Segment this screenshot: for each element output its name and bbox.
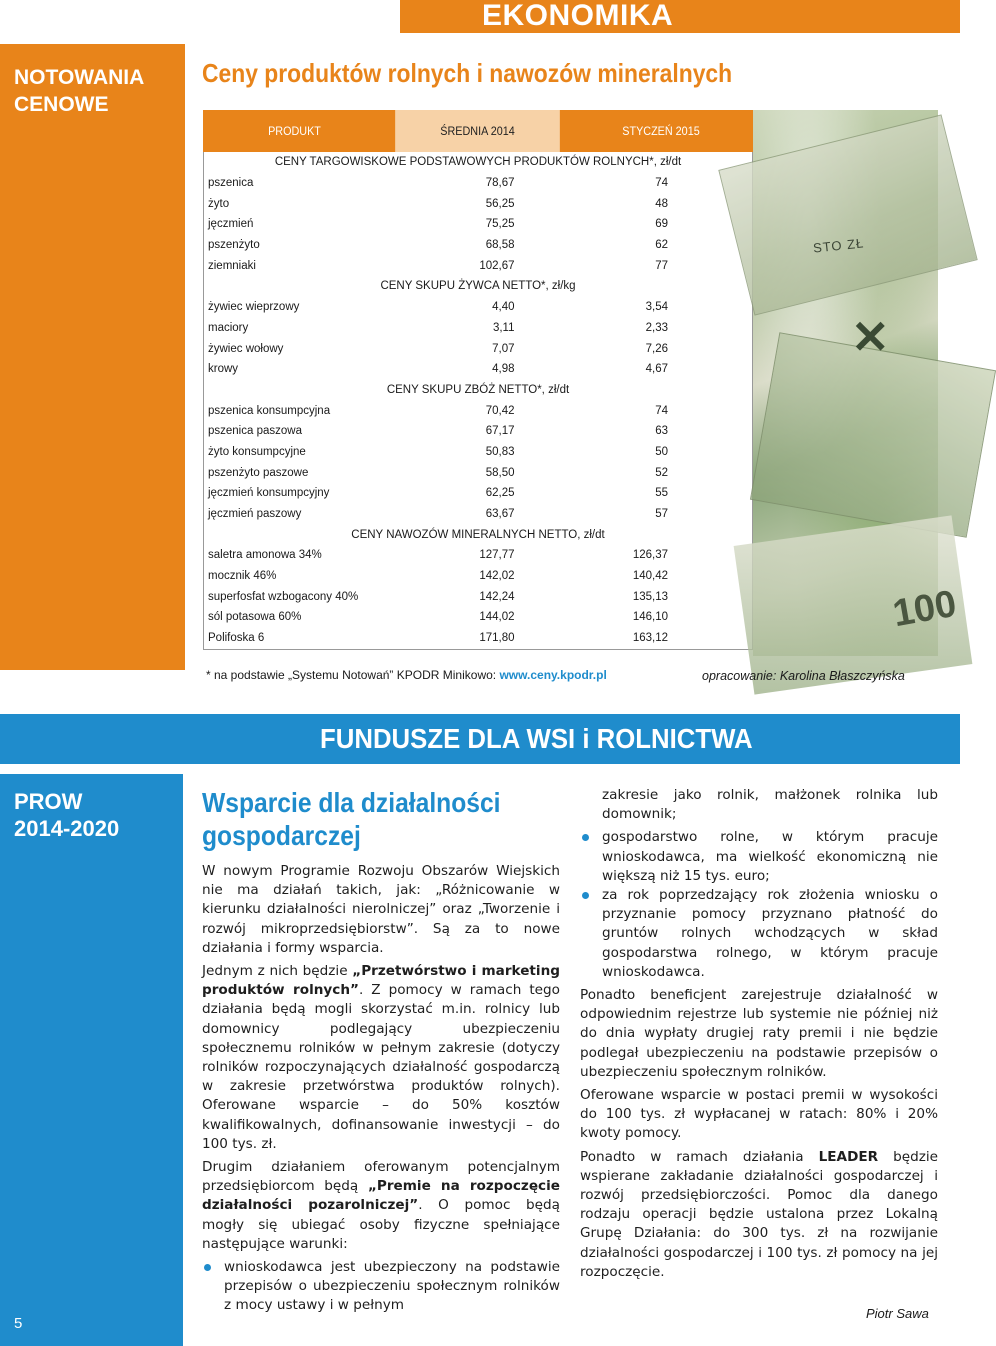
table-row bbox=[204, 214, 752, 235]
prow-line-1: PROW bbox=[14, 789, 83, 814]
table-section-heading bbox=[204, 524, 752, 545]
table-section-heading bbox=[204, 276, 752, 297]
side-column bbox=[0, 44, 185, 670]
table-row bbox=[204, 628, 752, 649]
section-heading-text: CENY TARGOWISKOWE PODSTAWOWYCH PRODUKTÓW ROLNYCH*, zł/dt bbox=[274, 156, 682, 169]
cell-avg-2014: 127,77 bbox=[479, 549, 515, 562]
table-header bbox=[203, 110, 753, 152]
cell-jan-2015: 140,42 bbox=[632, 570, 669, 583]
cell-avg-2014: 68,58 bbox=[485, 239, 515, 252]
cell-product: żyto konsumpcyjne bbox=[208, 445, 306, 458]
cell-jan-2015: 55 bbox=[655, 487, 669, 500]
cell-avg-2014: 142,24 bbox=[479, 590, 515, 603]
table-section-heading bbox=[204, 380, 752, 401]
cell-avg-2014: 70,42 bbox=[485, 404, 515, 417]
cell-jan-2015: 163,12 bbox=[632, 632, 669, 645]
footnote-text: * na podstawie „Systemu Notowań” KPODR Minikowo: bbox=[206, 668, 500, 682]
cell-product: jęczmień bbox=[208, 218, 254, 231]
section-title: EKONOMIKA bbox=[482, 0, 674, 32]
table-body bbox=[203, 152, 753, 650]
cell-avg-2014: 142,02 bbox=[479, 570, 515, 583]
cell-jan-2015: 4,67 bbox=[645, 363, 669, 376]
article-column-right bbox=[580, 786, 938, 1286]
prow-side-column bbox=[0, 774, 183, 1346]
col-header-avg-2014: ŚREDNIA 2014 bbox=[395, 110, 560, 152]
cell-avg-2014: 7,07 bbox=[492, 342, 515, 355]
cell-product: krowy bbox=[208, 363, 239, 376]
cell-product: jęczmień paszowy bbox=[208, 508, 302, 521]
cell-product: pszenżyto paszowe bbox=[208, 466, 309, 479]
table-row bbox=[204, 173, 752, 194]
section-heading-text: CENY SKUPU ZBÓŻ NETTO*, zł/dt bbox=[386, 383, 570, 396]
table-row bbox=[204, 255, 752, 276]
cell-avg-2014: 50,83 bbox=[485, 445, 515, 458]
page-number: 5 bbox=[14, 1315, 23, 1332]
cell-product: mocznik 46% bbox=[208, 570, 277, 583]
paragraph: Jednym z nich będzie „Przetwórstwo i marketing produktów rolnych”. Z pomocy w ramach tego działania będą mogli skorzystać m.in. rolnicy lub domownicy podlegający ubezpieczeniu społecznemu rolników w pełnym zakresie (dotyczy rolników rozpoczynających działalność gospodarczą w zakresie przetwórstwa produktów rolnych). Oferowane wsparcie – do 50% kosztów kwalifikowalnych, dofinansowanie inwestycji – do 100 tys. zł. bbox=[202, 963, 560, 1152]
table-row bbox=[204, 359, 752, 380]
cell-avg-2014: 144,02 bbox=[479, 611, 515, 624]
list-item: za rok poprzedzający rok złożenia wniosku o przyznanie pomocy przyznano płatność do gruntów rolnych wchodzących w skład gospodarstwa rolnego, w którym pracuje wnioskodawca. bbox=[580, 886, 938, 982]
table-row bbox=[204, 338, 752, 359]
paragraph: Ponadto w ramach działania LEADER będzie wspierane zakładanie działalności gospodarczej i rozwój przedsiębiorczości. Pomoc dla danego rodzaju operacji będzie ustalona przez Lokalną Grupę Działania: do 300 tys. zł na rozwijanie działalności gospodarczej i 100 tys. zł pomocy na jej rozpoczęcie. bbox=[580, 1148, 938, 1280]
fund-banner-title: FUNDUSZE DLA WSI i ROLNICTWA bbox=[320, 723, 753, 754]
cell-jan-2015: 146,10 bbox=[632, 611, 669, 624]
cell-product: Polifoska 6 bbox=[208, 632, 265, 645]
table-row bbox=[204, 442, 752, 463]
cell-product: pszenżyto bbox=[208, 239, 260, 252]
cell-jan-2015: 48 bbox=[655, 197, 669, 210]
cell-avg-2014: 75,25 bbox=[485, 218, 515, 231]
cell-avg-2014: 4,98 bbox=[492, 363, 515, 376]
col-header-jan-2015: STYCZEŃ 2015 bbox=[622, 124, 700, 138]
paragraph: W nowym Programie Rozwoju Obszarów Wiejskich nie ma działań takich, jak: „Różnicowanie w kierunku działalności nierolniczej” oraz „Tworzenie i rozwój mikroprzedsiębiorstw”. Są za to nowe działania i formy wsparcia. bbox=[202, 863, 560, 956]
cell-avg-2014: 4,40 bbox=[492, 301, 515, 314]
credit: opracowanie: Karolina Błaszczyńska bbox=[702, 669, 905, 683]
highlight: „Przetwórstwo i marketing produktów rolnych” bbox=[202, 963, 560, 999]
cell-product: żywiec wieprzowy bbox=[208, 301, 300, 314]
cell-product: superfosfat wzbogacony 40% bbox=[208, 590, 359, 603]
table-title: Ceny produktów rolnych i nawozów mineralnych bbox=[202, 58, 733, 88]
cell-avg-2014: 58,50 bbox=[485, 466, 515, 479]
banknote-shape bbox=[718, 114, 977, 315]
conditions-list bbox=[202, 1258, 560, 1316]
cell-jan-2015: 57 bbox=[655, 508, 669, 521]
section-banner bbox=[400, 0, 960, 33]
table-row bbox=[204, 504, 752, 525]
cell-avg-2014: 63,67 bbox=[485, 508, 515, 521]
article-title: Wsparcie dla działalności gospodarczej bbox=[202, 787, 501, 851]
table-row bbox=[204, 483, 752, 504]
cell-jan-2015: 74 bbox=[655, 177, 669, 190]
banknotes-photo bbox=[753, 110, 960, 656]
cell-avg-2014: 56,25 bbox=[485, 197, 515, 210]
article-column-left bbox=[202, 862, 560, 1316]
paragraph: Drugim działaniem oferowanym potencjalnym przedsiębiorcom będą „Premie na rozpoczęcie działalności pozarolniczej”. O pomoc będą mogły się ubiegać osoby fizyczne spełniające następujące warunki: bbox=[202, 1159, 560, 1252]
cell-product: pszenica paszowa bbox=[208, 425, 302, 438]
cell-product: jęczmień konsumpcyjny bbox=[208, 487, 330, 500]
cell-avg-2014: 62,25 bbox=[485, 487, 515, 500]
cell-product: pszenica konsumpcyjna bbox=[208, 404, 331, 417]
list-item: gospodarstwo rolne, w którym pracuje wnioskodawca, ma wielkość ekonomiczną nie większą niż 15 tys. euro; bbox=[580, 828, 938, 886]
fund-banner bbox=[0, 714, 960, 764]
cell-avg-2014: 3,11 bbox=[492, 321, 515, 334]
footnote-link[interactable]: www.ceny.kpodr.pl bbox=[499, 668, 607, 682]
paragraph: Oferowane wsparcie w postaci premii w wysokości do 100 tys. zł wypłacanej w ratach: 80% i 20% kwoty pomocy. bbox=[580, 1087, 938, 1142]
table-row bbox=[204, 462, 752, 483]
cell-jan-2015: 77 bbox=[655, 259, 669, 272]
cell-jan-2015: 50 bbox=[655, 445, 669, 458]
cell-jan-2015: 62 bbox=[655, 239, 669, 252]
cross-icon: ✕ bbox=[851, 311, 890, 363]
cell-jan-2015: 63 bbox=[655, 425, 669, 438]
cell-product: sól potasowa 60% bbox=[208, 611, 302, 624]
cell-avg-2014: 67,17 bbox=[485, 425, 515, 438]
side-title: NOTOWANIA CENOWE bbox=[14, 66, 144, 116]
table-row bbox=[204, 545, 752, 566]
table-row bbox=[204, 193, 752, 214]
col-header-product: PRODUKT bbox=[268, 124, 321, 138]
cell-jan-2015: 52 bbox=[655, 466, 669, 479]
cell-product: żyto bbox=[208, 197, 230, 210]
table-row bbox=[204, 297, 752, 318]
table-row bbox=[204, 235, 752, 256]
table-row bbox=[204, 421, 752, 442]
cell-jan-2015: 2,33 bbox=[645, 321, 669, 334]
table-row bbox=[204, 566, 752, 587]
price-table bbox=[203, 110, 753, 650]
cell-jan-2015: 69 bbox=[655, 218, 669, 231]
table-row bbox=[204, 318, 752, 339]
conditions-list bbox=[580, 828, 938, 982]
section-heading-text: CENY SKUPU ŻYWCA NETTO*, zł/kg bbox=[380, 280, 576, 293]
cell-product: maciory bbox=[208, 321, 249, 334]
cell-product: pszenica bbox=[208, 177, 254, 190]
highlight: LEADER bbox=[818, 1148, 879, 1165]
paragraph: Ponadto beneficjent zarejestruje działalność w odpowiednim rejestrze lub systemie nie później niż do dnia wypłaty drugiej raty premii i nie będzie podlegał ubezpieczeniu na podstawie przepisów o ubezpieczeniu społecznym rolników. bbox=[580, 987, 938, 1080]
cell-avg-2014: 102,67 bbox=[479, 259, 515, 272]
banknote-value: 100 bbox=[889, 582, 960, 636]
banknote-text: STO ZŁ bbox=[812, 235, 865, 256]
prow-label bbox=[14, 788, 119, 842]
cell-jan-2015: 135,13 bbox=[632, 590, 669, 603]
cell-jan-2015: 7,26 bbox=[645, 342, 669, 355]
cell-avg-2014: 171,80 bbox=[479, 632, 515, 645]
cell-product: ziemniaki bbox=[208, 259, 256, 272]
footnote bbox=[206, 668, 607, 682]
section-heading-text: CENY NAWOZÓW MINERALNYCH NETTO, zł/dt bbox=[351, 528, 605, 541]
cell-avg-2014: 78,67 bbox=[485, 177, 515, 190]
highlight: „Premie na rozpoczęcie działalności pozarolniczej” bbox=[202, 1178, 560, 1214]
table-row bbox=[204, 607, 752, 628]
list-item: wnioskodawca jest ubezpieczony na podstawie przepisów o ubezpieczeniu społecznym rolników z mocy ustawy i w pełnym bbox=[202, 1258, 560, 1316]
table-row bbox=[204, 400, 752, 421]
cell-jan-2015: 74 bbox=[655, 404, 669, 417]
prow-line-2: 2014-2020 bbox=[14, 816, 120, 841]
cell-jan-2015: 126,37 bbox=[632, 549, 669, 562]
author: Piotr Sawa bbox=[866, 1306, 929, 1321]
cell-product: żywiec wołowy bbox=[208, 342, 284, 355]
cell-product: saletra amonowa 34% bbox=[208, 549, 322, 562]
table-row bbox=[204, 586, 752, 607]
cell-jan-2015: 3,54 bbox=[645, 301, 669, 314]
list-item-continued: zakresie jako rolnik, małżonek rolnika lub domownik; bbox=[602, 787, 938, 823]
table-section-heading bbox=[204, 152, 752, 173]
